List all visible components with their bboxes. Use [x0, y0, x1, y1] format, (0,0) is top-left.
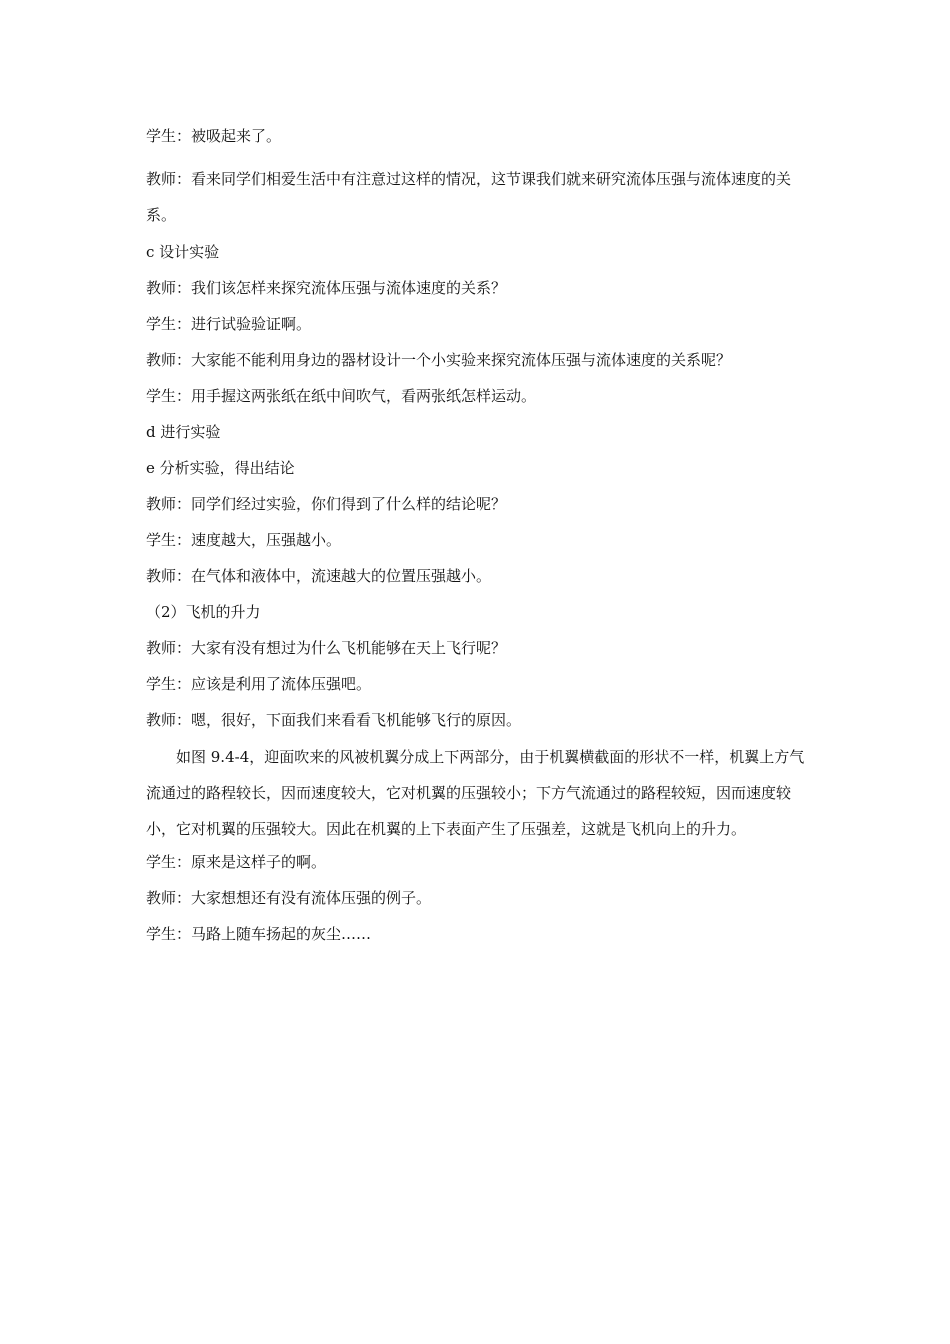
dialogue-line: 教师：看来同学们相爱生活中有注意过这样的情况，这节课我们就来研究流体压强与流体速度的关系。: [146, 170, 792, 224]
dialogue-line: 学生：马路上随车扬起的灰尘……: [146, 925, 372, 943]
dialogue-line: 教师：我们该怎样来探究流体压强与流体速度的关系？: [146, 279, 507, 297]
dialogue-line: 教师：大家有没有想过为什么飞机能够在天上飞行呢？: [146, 639, 507, 657]
dialogue-line: 教师：大家想想还有没有流体压强的例子。: [146, 889, 432, 907]
dialogue-line: 教师：嗯，很好，下面我们来看看飞机能够飞行的原因。: [146, 711, 522, 729]
section-heading: d 进行实验: [146, 423, 221, 441]
section-heading: c 设计实验: [146, 243, 220, 261]
dialogue-line: 学生：应该是利用了流体压强吧。: [146, 675, 372, 693]
dialogue-line: 学生：原来是这样子的啊。: [146, 853, 327, 871]
subsection-heading: （2）飞机的升力: [146, 603, 261, 621]
dialogue-line: 教师：在气体和液体中，流速越大的位置压强越小。: [146, 567, 492, 585]
dialogue-line: 学生：进行试验验证啊。: [146, 315, 312, 333]
dialogue-line: 学生：被吸起来了。: [146, 127, 282, 145]
dialogue-line: 教师：同学们经过实验，你们得到了什么样的结论呢？: [146, 495, 507, 513]
section-heading: e 分析实验，得出结论: [146, 459, 295, 477]
dialogue-line: 学生：速度越大，压强越小。: [146, 531, 342, 549]
dialogue-line: 教师：大家能不能利用身边的器材设计一个小实验来探究流体压强与流体速度的关系呢？: [146, 351, 732, 369]
dialogue-line: 学生：用手握这两张纸在纸中间吹气，看两张纸怎样运动。: [146, 387, 537, 405]
explanation-paragraph: 如图 9.4-4，迎面吹来的风被机翼分成上下两部分，由于机翼横截面的形状不一样，机翼上方气流通过的路程较长，因而速度较大，它对机翼的压强较小；下方气流通过的路程较短，因而速度较小，它对机翼的压强较大。因此在机翼的上下表面产生了压强差，这就是飞机向上的升力。: [146, 748, 805, 838]
document-body: [146, 123, 814, 957]
